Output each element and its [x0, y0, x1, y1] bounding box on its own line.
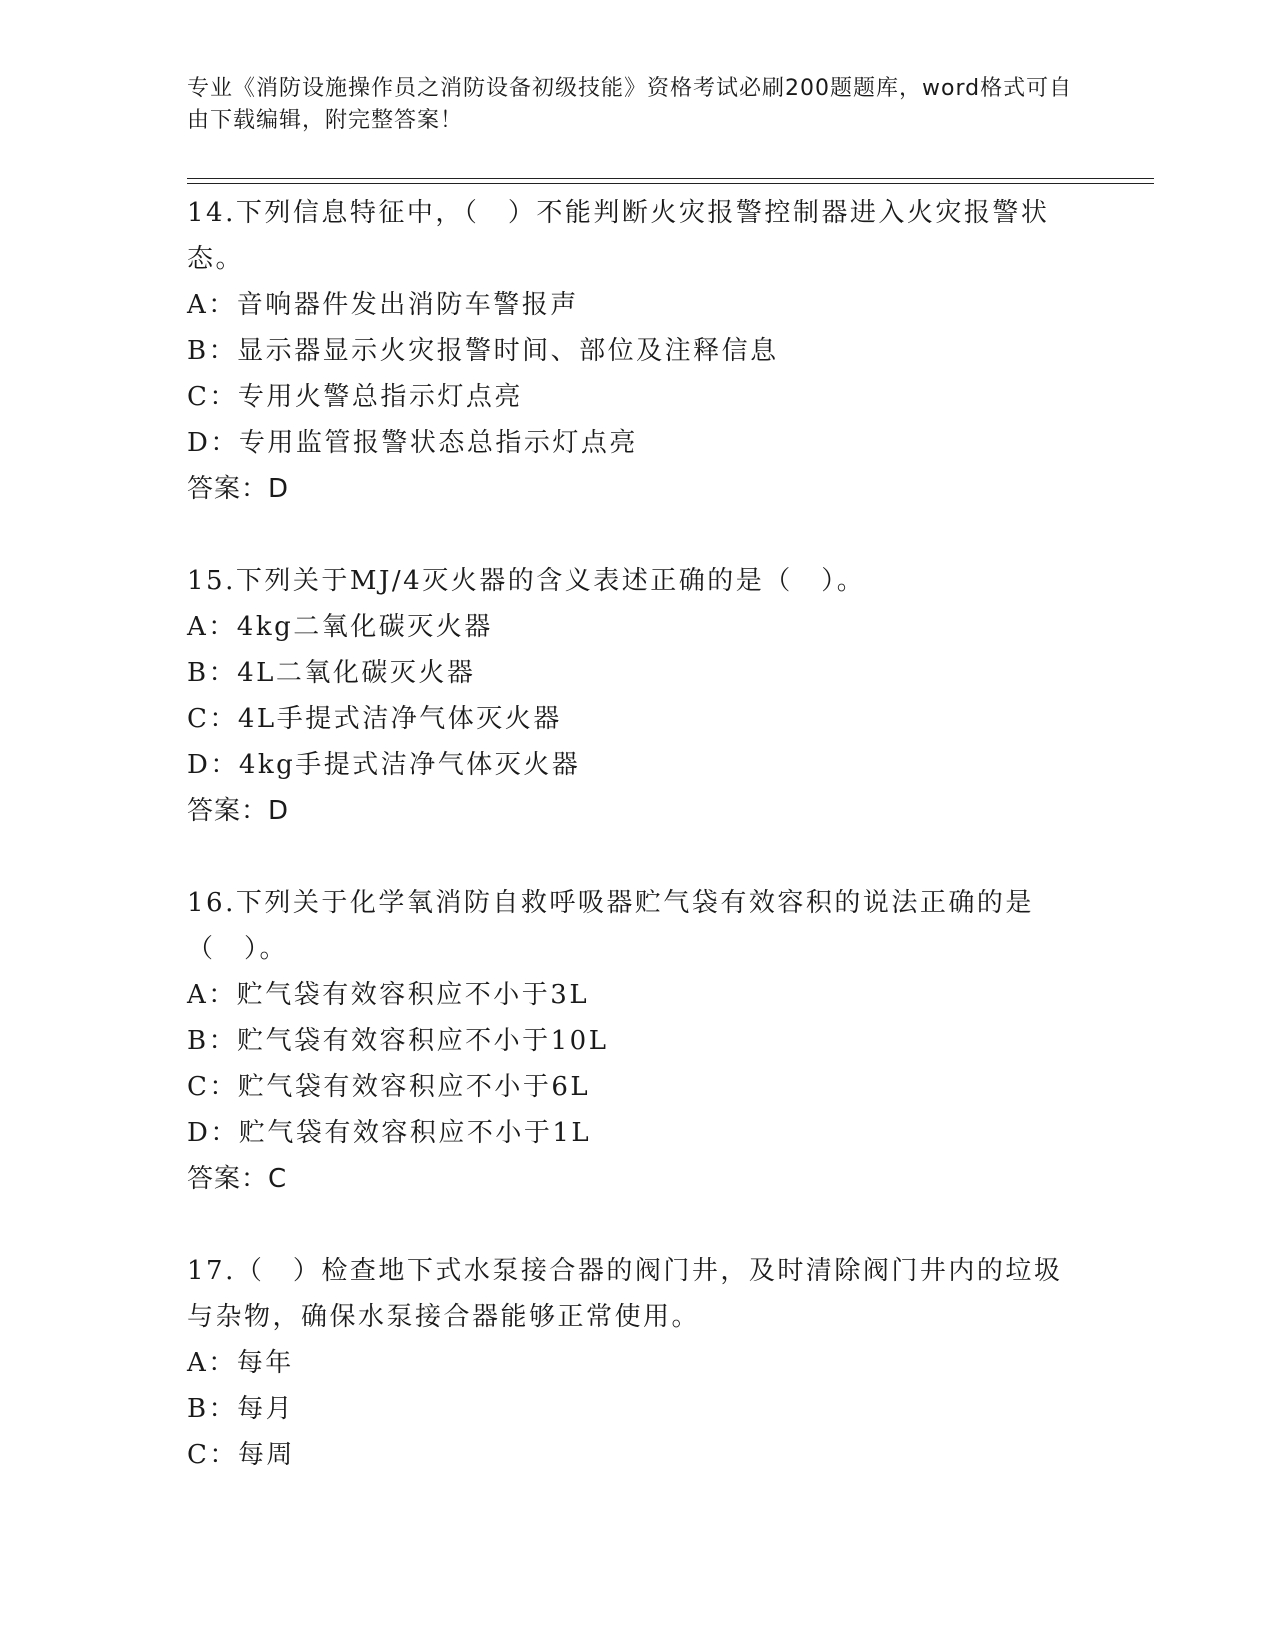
- question-stem: 14.下列信息特征中，（ ）不能判断火灾报警控制器进入火灾报警状态。: [187, 198, 1050, 274]
- option-d: D：4kg手提式洁净气体灭火器: [187, 750, 581, 780]
- option-d: D：贮气袋有效容积应不小于1L: [187, 1118, 592, 1148]
- question-stem: 15.下列关于MJ/4灭火器的含义表述正确的是（ ）。: [187, 566, 866, 596]
- document-header: 专业《消防设施操作员之消防设备初级技能》资格考试必刷200题题库，word格式可自由下载编辑，附完整答案！: [187, 76, 1073, 133]
- header-rule-top: [187, 178, 1154, 179]
- answer: 答案：D: [187, 474, 290, 504]
- header-rule-bottom: [187, 183, 1154, 184]
- option-a: A：音响器件发出消防车警报声: [187, 290, 579, 320]
- question-14: [187, 190, 1087, 512]
- question-17: [187, 1248, 1087, 1478]
- answer: 答案：D: [187, 796, 290, 826]
- option-c: C：4L手提式洁净气体灭火器: [187, 704, 562, 734]
- option-c: C：贮气袋有效容积应不小于6L: [187, 1072, 591, 1102]
- option-b: B：显示器显示火灾报警时间、部位及注释信息: [187, 336, 779, 366]
- option-a: A：4kg二氧化碳灭火器: [187, 612, 493, 642]
- question-16: [187, 880, 1087, 1202]
- question-15: [187, 558, 1087, 834]
- option-d: D：专用监管报警状态总指示灯点亮: [187, 428, 638, 458]
- option-a: A：贮气袋有效容积应不小于3L: [187, 980, 590, 1010]
- option-c: C：专用火警总指示灯点亮: [187, 382, 523, 412]
- option-b: B：4L二氧化碳灭火器: [187, 658, 476, 688]
- question-stem: 17.（ ）检查地下式水泵接合器的阀门井，及时清除阀门井内的垃圾与杂物，确保水泵接合器能够正常使用。: [187, 1256, 1063, 1332]
- option-a: A：每年: [187, 1348, 294, 1378]
- option-b: B：贮气袋有效容积应不小于10L: [187, 1026, 609, 1056]
- question-stem: 16.下列关于化学氧消防自救呼吸器贮气袋有效容积的说法正确的是（ ）。: [187, 888, 1034, 964]
- option-c: C：每周: [187, 1440, 295, 1470]
- option-b: B：每月: [187, 1394, 295, 1424]
- answer: 答案：C: [187, 1164, 288, 1194]
- question-list: [187, 190, 1087, 1478]
